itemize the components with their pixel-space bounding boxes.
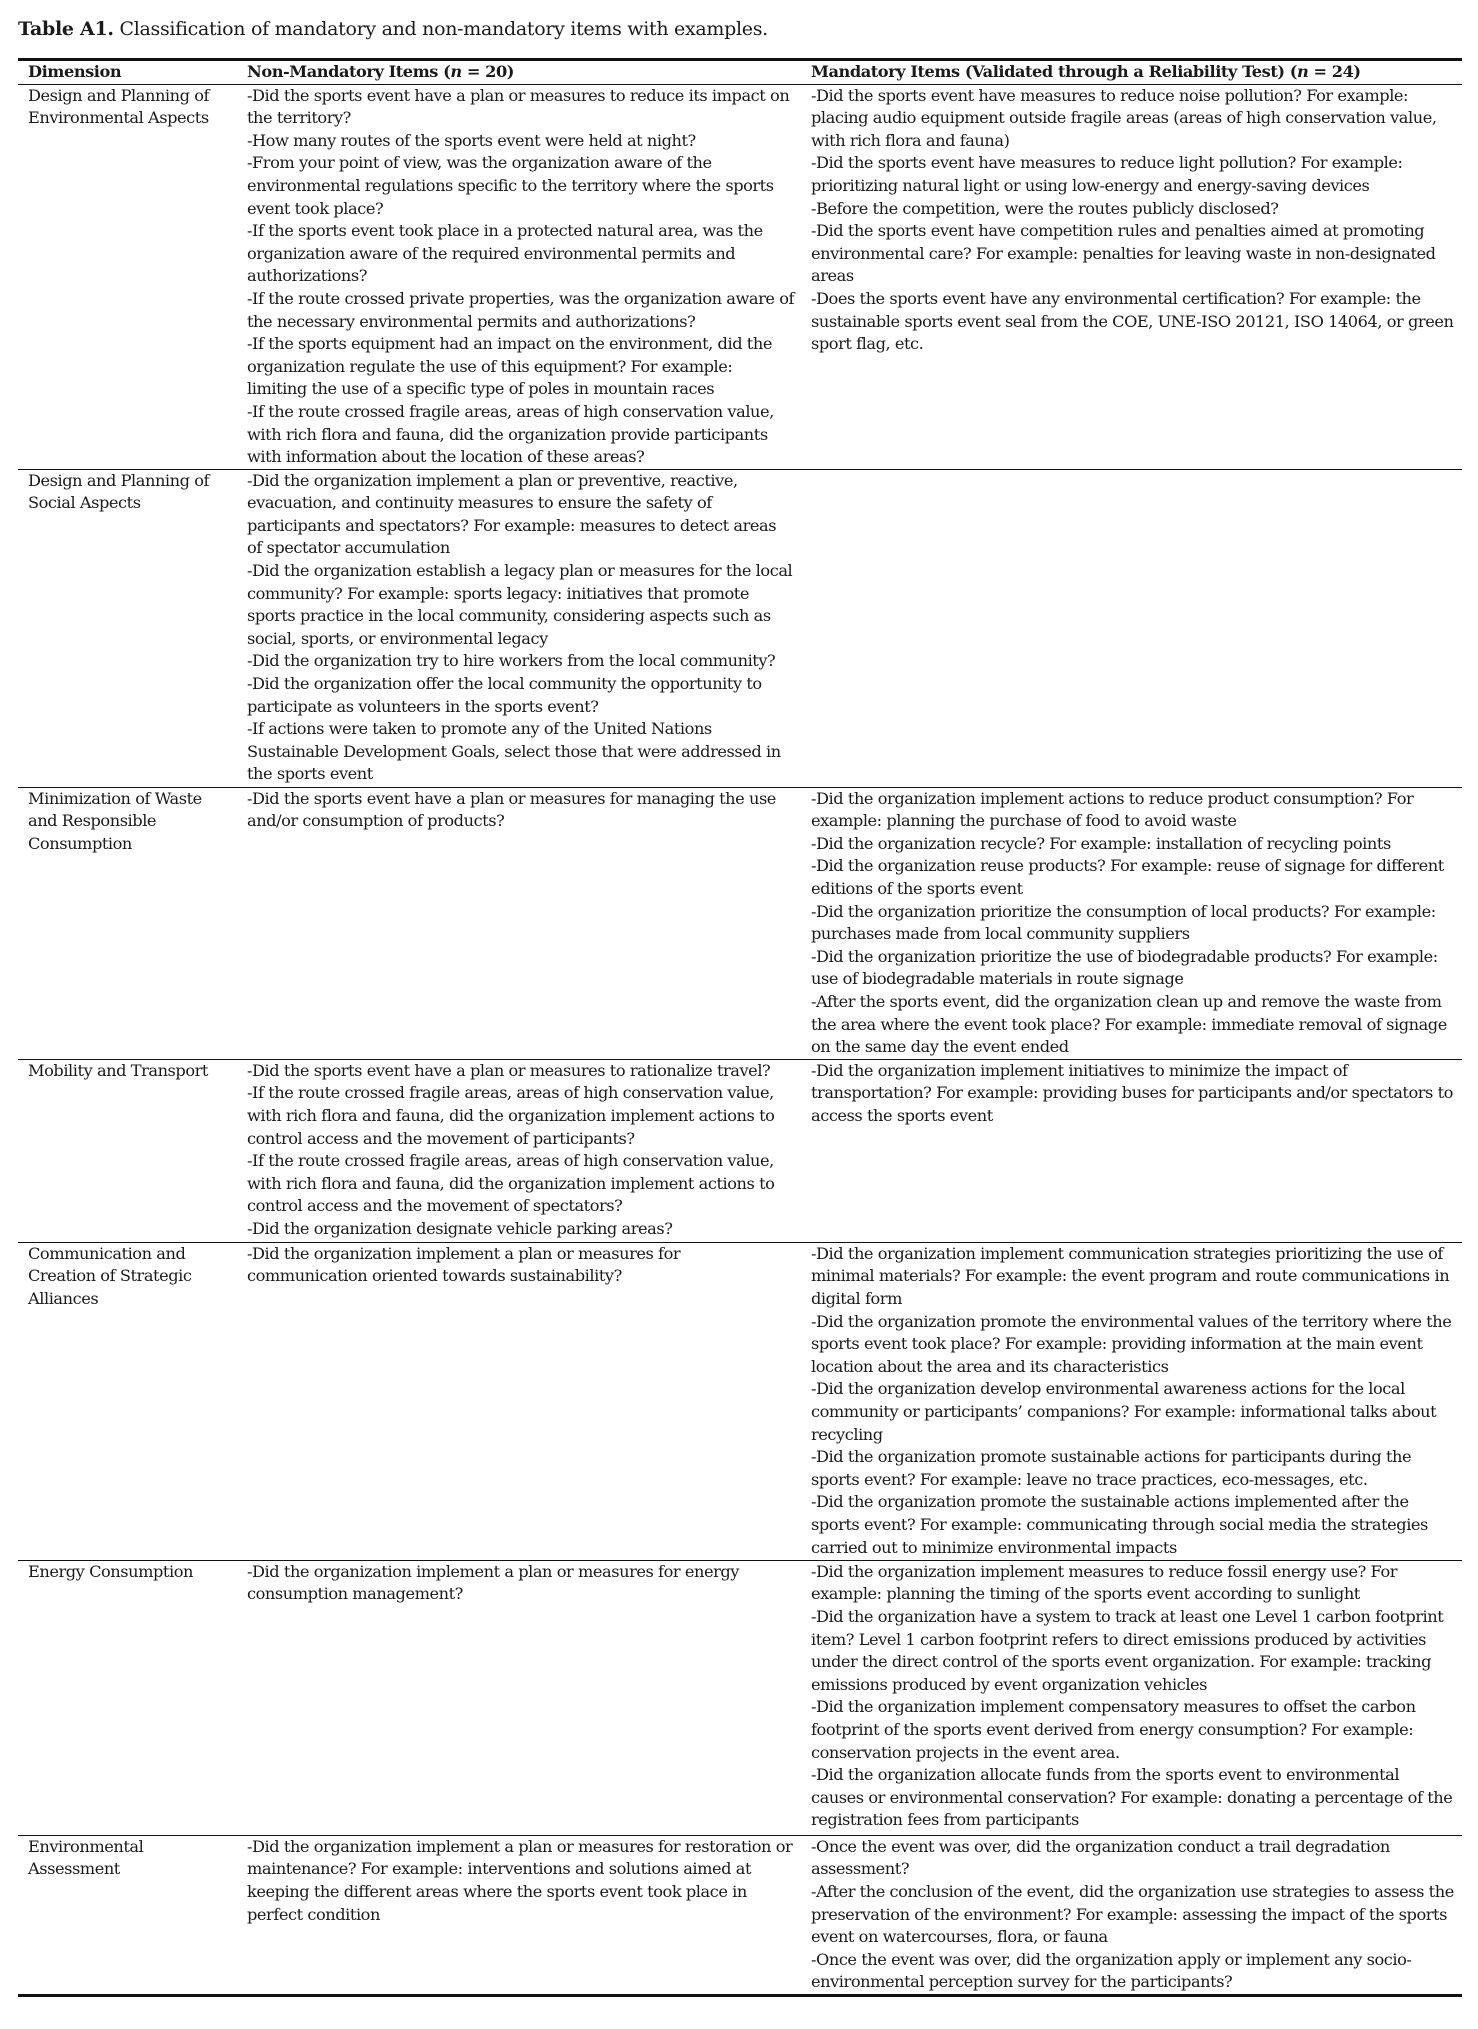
non-mandatory-item: -Did the organization implement a plan or preventive, reactive, evacuation, and continuity measures to ensure the safety of participants and spectators? For example: measures to detect areas of spectator accumulation [247,470,777,558]
mandatory-item: -Did the sports event have measures to reduce light pollution? For example: prioritizing natural light or using low-energy and energy-saving devices [811,153,1403,195]
non-mandatory-items-cell [237,1242,801,1560]
table-label: Table A1. [18,18,114,40]
header-mandatory-label: Mandatory Items (Validated through a Reliability Test) ( [811,62,1297,81]
mandatory-item: -Did the organization allocate funds from the sports event to environmental causes or environmental conservation? For example: donating a percentage of the registration fees from participants [811,1765,1453,1830]
classification-table [18,58,1462,1997]
dimension-cell: Mobility and Transport [28,1060,208,1080]
mandatory-item: -Did the organization promote sustainable actions for participants during the sports event? For example: leave no trace practices, eco-messages, etc. [811,1447,1412,1489]
header-non-mandatory [237,60,801,85]
non-mandatory-items-cell [237,787,801,1059]
table-body [18,84,1462,1995]
non-mandatory-item: -If the sports event took place in a protected natural area, was the organization aware of the required environmental permits and authorizations? [247,221,763,286]
mandatory-item: -After the conclusion of the event, did the organization use strategies to assess the preservation of the environment? For example: assessing the impact of the sports event on watercourses, flora, or fauna [811,1882,1454,1947]
table-caption-text: Classification of mandatory and non-mandatory items with examples. [113,18,768,40]
mandatory-items-cell [801,1059,1462,1242]
non-mandatory-item: -If the route crossed private properties, was the organization aware of the necessary environmental permits and authorizations? [247,288,795,331]
mandatory-item: -Did the organization implement communication strategies prioritizing the use of minimal materials? For example: the event program and route communications in digital form [811,1243,1450,1308]
non-mandatory-item: -From your point of view, was the organization aware of the environmental regulations specific to the territory where the sports event took place? [247,153,774,218]
table-row [18,1835,1462,1995]
mandatory-item: -Did the sports event have competition rules and penalties aimed at promoting environmental care? For example: penalties for leaving waste in non-designated areas [811,221,1436,286]
mandatory-item: -Did the organization develop environmental awareness actions for the local community or participants’ companions? For example: informational talks about recycling [811,1379,1437,1444]
non-mandatory-items-cell [237,84,801,469]
non-mandatory-item: -Did the organization implement a plan or measures for communication oriented towards sustainability? [247,1243,681,1286]
dimension-cell: Communication and Creation of Strategic Alliances [28,1243,192,1308]
non-mandatory-items-cell [237,1835,801,1995]
table-row [18,1059,1462,1242]
mandatory-items-cell [801,1560,1462,1835]
header-non-mandatory-n: n [450,62,462,81]
header-non-mandatory-count: = 20) [461,62,514,81]
dimension-cell: Energy Consumption [28,1561,193,1581]
dimension-cell: Design and Planning of Social Aspects [28,470,210,513]
mandatory-items-cell [801,1242,1462,1560]
non-mandatory-item: -Did the organization implement a plan or measures for restoration or maintenance? For example: interventions and solutions aimed at keeping the different areas where the sports event took place in perfect condition [247,1836,793,1924]
non-mandatory-item: -Did the organization implement a plan or measures for energy consumption management? [247,1561,739,1604]
non-mandatory-item: -Did the sports event have a plan or measures for managing the use and/or consumption of products? [247,788,776,831]
non-mandatory-item: -If the sports equipment had an impact on the environment, did the organization regulate the use of this equipment? For example: limiting the use of a specific type of poles in mountain races [247,334,772,399]
non-mandatory-items-cell [237,1560,801,1835]
header-mandatory [801,60,1462,85]
non-mandatory-item: -Did the organization offer the local community the opportunity to participate as volunteers in the sports event? [247,674,762,716]
mandatory-item: -Once the event was over, did the organization conduct a trail degradation assessment? [811,1836,1390,1879]
mandatory-item: -Did the organization prioritize the consumption of local products? For example: purchases made from local community suppliers [811,901,1436,944]
table-caption [18,18,768,40]
mandatory-item: -Did the organization implement actions to reduce product consumption? For example: planning the purchase of food to avoid waste [811,788,1414,831]
mandatory-item: -Did the organization prioritize the use of biodegradable products? For example: use of biodegradable materials in route signage [811,946,1438,989]
mandatory-items-cell [801,84,1462,469]
table-header-row [18,60,1462,85]
table-row [18,1242,1462,1560]
dimension-cell: Design and Planning of Environmental Aspects [28,85,210,128]
mandatory-items-cell [801,1835,1462,1995]
non-mandatory-item: -Did the organization designate vehicle parking areas? [247,1218,673,1238]
table-row [18,84,1462,469]
mandatory-item: -Did the sports event have measures to reduce noise pollution? For example: placing audio equipment outside fragile areas (areas of high conservation value, with rich flora and fauna) [811,85,1437,150]
non-mandatory-item: -Did the sports event have a plan or measures to reduce its impact on the territory? [247,85,790,128]
dimension-cell: Environmental Assessment [28,1836,144,1879]
mandatory-item: -Did the organization have a system to track at least one Level 1 carbon footprint item? Level 1 carbon footprint refers to direct emissions produced by activities under the direct control of the sports event organization. For example: tracking emissions produced by event organization vehicles [811,1607,1444,1694]
mandatory-item: -After the sports event, did the organization clean up and remove the waste from the area where the event took place? For example: immediate removal of signage on the same day the event ended [811,992,1447,1057]
non-mandatory-item: -If the route crossed fragile areas, areas of high conservation value, with rich flora and fauna, did the organization implement actions to control access and the movement of participants? [247,1083,775,1148]
mandatory-item: -Did the organization recycle? For example: installation of recycling points [811,833,1391,853]
non-mandatory-item: -If actions were taken to promote any of the United Nations Sustainable Development Goals, select those that were addressed in the sports event [247,719,781,784]
non-mandatory-item: -Did the sports event have a plan or measures to rationalize travel? [247,1060,771,1080]
mandatory-item: -Did the organization implement compensatory measures to offset the carbon footprint of the sports event derived from energy consumption? For example: conservation projects in the event area. [811,1697,1416,1762]
mandatory-item: -Did the organization reuse products? For example: reuse of signage for different editions of the sports event [811,856,1444,899]
non-mandatory-items-cell [237,1059,801,1242]
dimension-cell: Minimization of Waste and Responsible Consumption [28,788,202,853]
mandatory-item: -Did the organization promote the environmental values of the territory where the sports event took place? For example: providing information at the main event location about the area and its characteristics [811,1311,1452,1376]
table-row [18,787,1462,1059]
mandatory-item: -Does the sports event have any environmental certification? For example: the sustainable sports event seal from the COE, UNE-ISO 20121, ISO 14064, or green sport flag, etc. [811,288,1454,354]
mandatory-items-cell [801,469,1462,787]
header-non-mandatory-label: Non-Mandatory Items ( [247,62,451,81]
non-mandatory-item: -If the route crossed fragile areas, areas of high conservation value, with rich flora and fauna, did the organization provide participants with information about the location of these areas? [247,401,774,467]
non-mandatory-item: -Did the organization establish a legacy plan or measures for the local community? For example: sports legacy: initiatives that promote sports practice in the local community, considering aspects such as social, sports, or environmental legacy [247,561,793,648]
mandatory-item: -Did the organization promote the sustainable actions implemented after the sports event? For example: communicating through social media the strategies carried out to minimize environmental impacts [811,1492,1428,1557]
non-mandatory-item: -How many routes of the sports event were held at night? [247,130,696,150]
non-mandatory-item: -Did the organization try to hire workers from the local community? [247,651,776,671]
table-row [18,469,1462,787]
table-row [18,1560,1462,1835]
non-mandatory-items-cell [237,469,801,787]
header-mandatory-count: = 24) [1308,62,1361,81]
mandatory-item: -Did the organization implement initiatives to minimize the impact of transportation? For example: providing buses for participants and/or spectators to access the sports event [811,1060,1453,1125]
non-mandatory-item: -If the route crossed fragile areas, areas of high conservation value, with rich flora and fauna, did the organization implement actions to control access and the movement of spectators? [247,1151,775,1216]
mandatory-item: -Did the organization implement measures to reduce fossil energy use? For example: planning the timing of the sports event according to sunlight [811,1561,1398,1604]
header-mandatory-n: n [1296,62,1309,81]
header-dimension: Dimension [28,62,122,81]
mandatory-item: -Once the event was over, did the organization apply or implement any socio-environmental perception survey for the participants? [811,1949,1412,1992]
mandatory-items-cell [801,787,1462,1059]
mandatory-item: -Before the competition, were the routes publicly disclosed? [811,198,1279,218]
